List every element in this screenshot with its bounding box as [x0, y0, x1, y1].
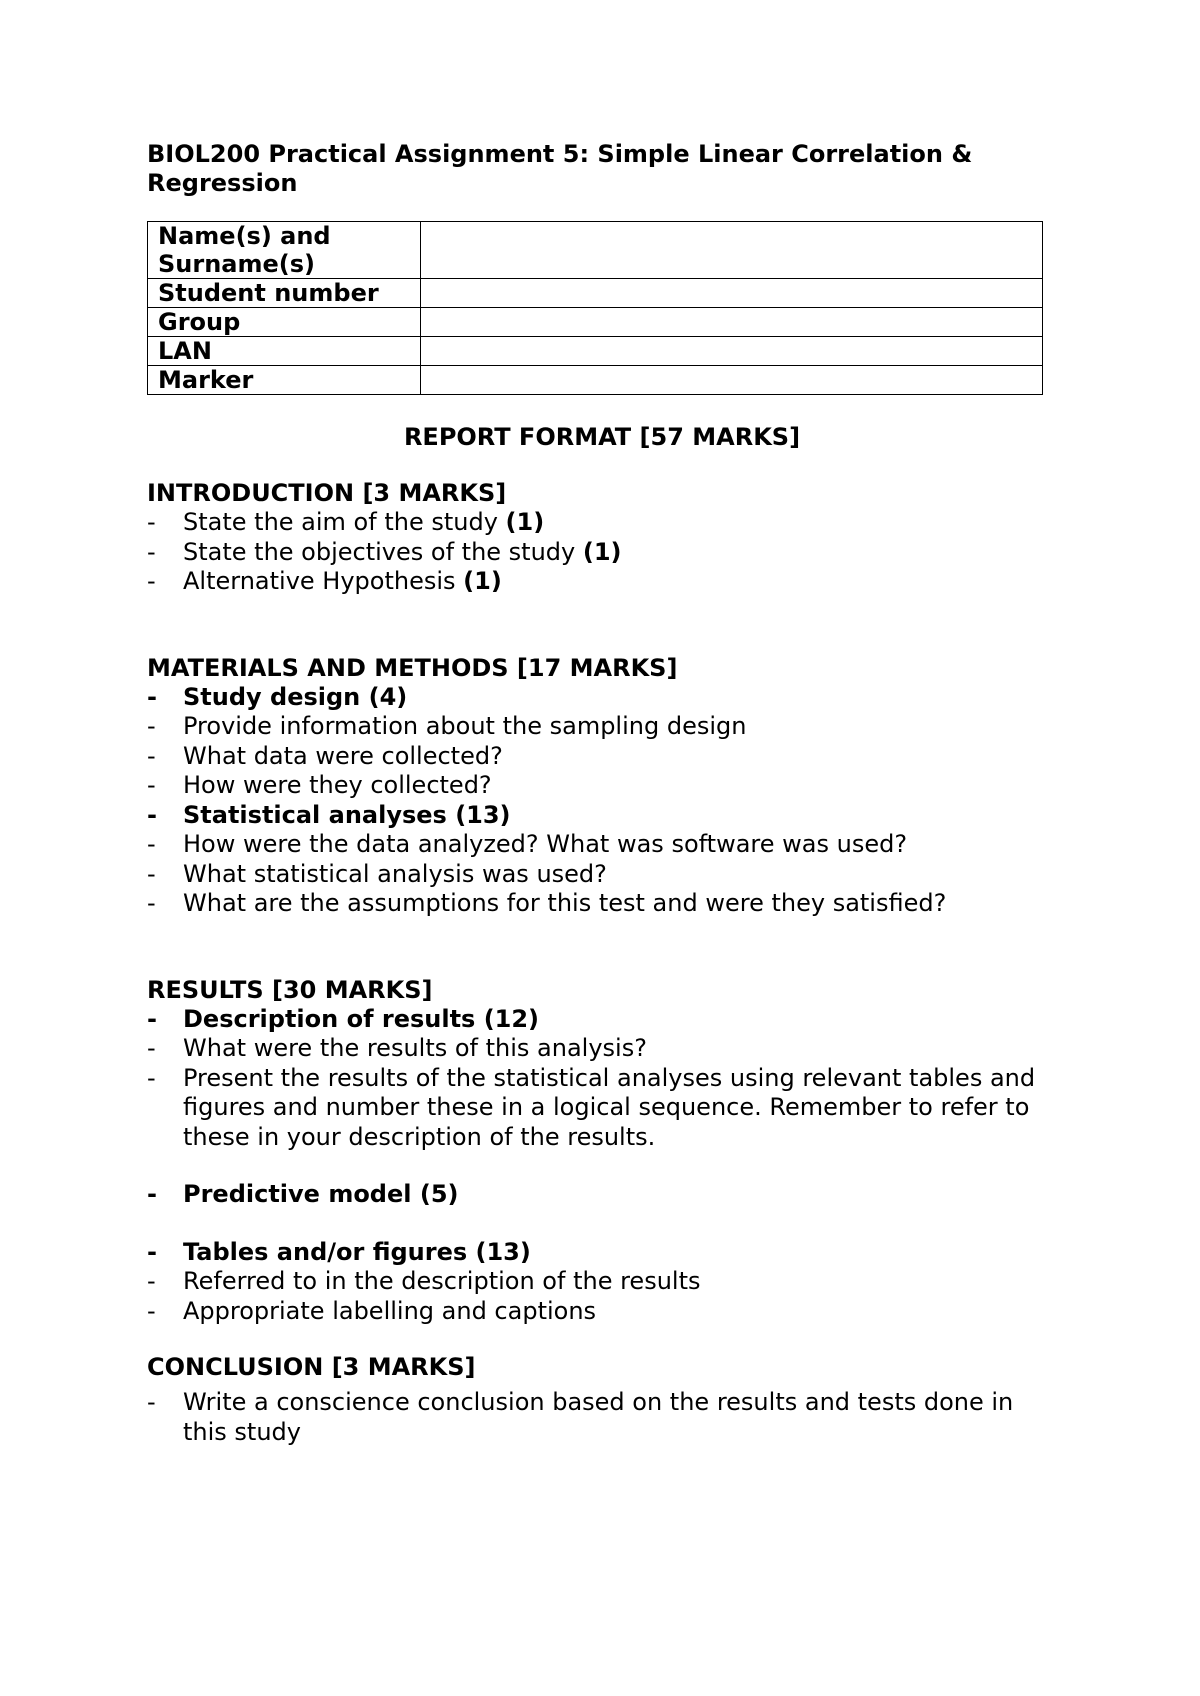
list-item	[147, 801, 1057, 831]
item-marks: (1)	[505, 508, 545, 536]
marker-value-cell	[421, 366, 1043, 395]
list-item	[147, 742, 1057, 772]
dash-bullet: -	[147, 889, 156, 917]
list-item	[147, 508, 1057, 538]
table-row	[148, 279, 1043, 308]
table-label-cell: Marker	[148, 366, 421, 395]
item-text: Referred to in the description of the results	[183, 1267, 701, 1295]
section-heading: RESULTS [30 MARKS]	[147, 975, 433, 1004]
table-label-cell: Student number	[148, 279, 421, 308]
dash-bullet: -	[147, 1237, 157, 1266]
section-heading: MATERIALS AND METHODS [17 MARKS]	[147, 653, 678, 682]
list-item	[147, 1267, 1057, 1297]
table-row	[148, 337, 1043, 366]
dash-bullet: -	[147, 1063, 156, 1092]
document-content	[147, 140, 1057, 1447]
section-heading: CONCLUSION [3 MARKS]	[147, 1353, 476, 1381]
item-text: What data were collected?	[183, 741, 503, 770]
dash-bullet: -	[147, 682, 157, 711]
student-number-value-cell	[421, 279, 1043, 308]
list-item	[147, 1297, 1057, 1327]
item-text: Study design (4)	[183, 682, 408, 711]
document-title: BIOL200 Practical Assignment 5: Simple Linear Correlation & Regression	[147, 140, 973, 197]
table-label-cell: LAN	[148, 337, 421, 366]
item-text: Statistical analyses (13)	[183, 800, 511, 829]
methods-section	[147, 654, 1057, 919]
item-text: Alternative Hypothesis	[183, 567, 464, 595]
item-text: Provide information about the sampling design	[183, 712, 747, 740]
item-text: Appropriate labelling and captions	[183, 1296, 597, 1325]
dash-bullet: -	[147, 712, 156, 740]
table-row	[148, 366, 1043, 395]
item-text: Description of results (12)	[183, 1004, 540, 1033]
dash-bullet: -	[147, 508, 156, 536]
dash-bullet: -	[147, 741, 156, 770]
dash-bullet: -	[147, 1004, 157, 1033]
item-text: State the aim of the study	[183, 508, 506, 536]
dash-bullet: -	[147, 1388, 156, 1416]
list-item	[147, 683, 1057, 713]
dash-bullet: -	[147, 1296, 156, 1325]
list-item	[147, 1064, 1057, 1153]
dash-bullet: -	[147, 859, 156, 888]
item-text: What were the results of this analysis?	[183, 1034, 647, 1062]
list-item	[147, 1034, 1057, 1064]
table-label-cell: Name(s) and Surname(s)	[148, 222, 421, 279]
list-item	[147, 860, 1057, 890]
table-label-cell: Group	[148, 308, 421, 337]
item-text: How were the data analyzed? What was software was used?	[183, 830, 908, 858]
dash-bullet: -	[147, 1180, 157, 1208]
dash-bullet: -	[147, 830, 156, 858]
list-item	[147, 538, 1057, 568]
list-item	[147, 1005, 1057, 1035]
section-heading: INTRODUCTION [3 MARKS]	[147, 479, 507, 507]
item-text: Tables and/or figures (13)	[183, 1237, 531, 1266]
lan-value-cell	[421, 337, 1043, 366]
name-value-cell	[421, 222, 1043, 279]
list-item	[147, 1388, 1057, 1447]
list-item	[147, 889, 1057, 919]
item-text: Present the results of the statistical analyses using relevant tables and figures and number these in a logical sequence. Remember to refer to these in your description of the results.	[183, 1063, 1036, 1151]
item-text: Write a conscience conclusion based on the results and tests done in this study	[183, 1388, 1014, 1446]
item-text: State the objectives of the study	[183, 537, 583, 566]
dash-bullet: -	[147, 771, 156, 799]
table-row	[148, 308, 1043, 337]
item-marks: (1)	[582, 537, 622, 566]
item-text: How were they collected?	[183, 771, 492, 799]
table-row	[148, 222, 1043, 279]
item-text: What statistical analysis was used?	[183, 859, 607, 888]
introduction-section	[147, 479, 1057, 597]
group-value-cell	[421, 308, 1043, 337]
list-item	[147, 712, 1057, 742]
item-marks: (1)	[463, 567, 502, 595]
list-item	[147, 1238, 1057, 1268]
item-text: Predictive model (5)	[183, 1180, 459, 1208]
dash-bullet: -	[147, 537, 156, 566]
report-format-heading: REPORT FORMAT [57 MARKS]	[403, 423, 801, 451]
dash-bullet: -	[147, 1034, 156, 1062]
list-item	[147, 567, 1057, 597]
student-info-table	[147, 221, 1043, 395]
item-text: What are the assumptions for this test and were they satisfied?	[183, 889, 947, 917]
list-item	[147, 771, 1057, 801]
results-section	[147, 976, 1057, 1327]
dash-bullet: -	[147, 1267, 156, 1295]
list-item	[147, 1180, 1057, 1210]
conclusion-section	[147, 1353, 1057, 1447]
list-item	[147, 830, 1057, 860]
dash-bullet: -	[147, 567, 156, 595]
dash-bullet: -	[147, 800, 157, 829]
